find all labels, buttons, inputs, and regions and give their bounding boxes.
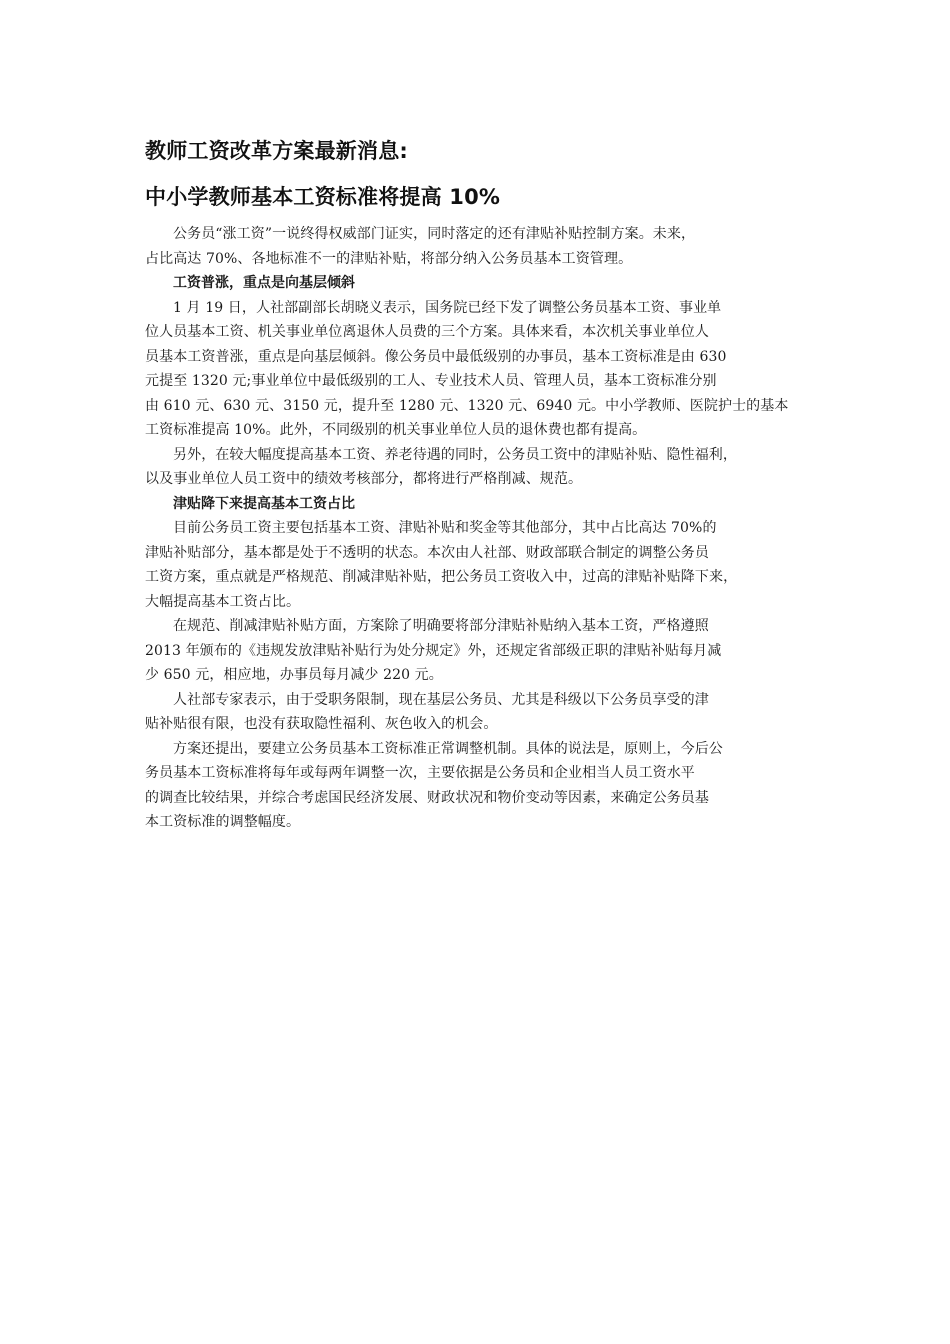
text-line: 员基本工资普涨，重点是向基层倾斜。像公务员中最低级别的办事员，基本工资标准是由 630 xyxy=(145,348,727,365)
section2-paragraph-4 xyxy=(145,737,815,835)
text-line: 2013 年颁布的《违规发放津贴补贴行为处分规定》外，还规定省部级正职的津贴补贴每月减 xyxy=(145,642,722,659)
text-line: 另外，在较大幅度提高基本工资、养老待遇的同时，公务员工资中的津贴补贴、隐性福利， xyxy=(173,446,737,463)
document-page xyxy=(145,133,815,835)
text-line: 贴补贴很有限，也没有获取隐性福利、灰色收入的机会。 xyxy=(145,716,498,732)
text-line: 公务员“涨工资”一说终得权威部门证实，同时落定的还有津贴补贴控制方案。未来， xyxy=(173,226,696,242)
text-line: 的调查比较结果，并综合考虑国民经济发展、财政状况和物价变动等因素，来确定公务员基 xyxy=(145,789,709,806)
intro-paragraph xyxy=(145,222,815,271)
text-line: 工资标准提高 10%。此外，不同级别的机关事业单位人员的退休费也都有提高。 xyxy=(145,422,647,438)
document-title-line2: 中小学教师基本工资标准将提高 10% xyxy=(145,185,501,209)
section2-paragraph-1 xyxy=(145,516,815,614)
text-line: 目前公务员工资主要包括基本工资、津贴补贴和奖金等其他部分，其中占比高达 70%的 xyxy=(173,520,717,536)
text-line: 方案还提出，要建立公务员基本工资标准正常调整机制。具体的说法是，原则上，今后公 xyxy=(173,740,723,757)
text-line: 人社部专家表示，由于受职务限制，现在基层公务员、尤其是科级以下公务员享受的津 xyxy=(173,691,709,708)
section1-paragraph-1 xyxy=(145,296,815,443)
section2-heading: 津贴降下来提高基本工资占比 xyxy=(173,495,355,512)
text-line: 以及事业单位人员工资中的绩效考核部分，都将进行严格削减、规范。 xyxy=(145,471,583,487)
section1-paragraph-2 xyxy=(145,443,815,492)
text-line: 在规范、削减津贴补贴方面，方案除了明确要将部分津贴补贴纳入基本工资，严格遵照 xyxy=(173,618,709,634)
section2-paragraph-2 xyxy=(145,614,815,688)
text-line: 位人员基本工资、机关事业单位离退休人员费的三个方案。具体来看，本次机关事业单位人 xyxy=(145,324,709,340)
section1-heading: 工资普涨，重点是向基层倾斜 xyxy=(173,275,355,291)
text-line: 大幅提高基本工资占比。 xyxy=(145,593,301,610)
text-line: 由 610 元、630 元、3150 元，提升至 1280 元、1320 元、6940 元。中小学教师、医院护士的基本 xyxy=(145,397,789,414)
text-line: 津贴补贴部分，基本都是处于不透明的状态。本次由人社部、财政部联合制定的调整公务员 xyxy=(145,544,709,561)
text-line: 工资方案，重点就是严格规范、削减津贴补贴，把公务员工资收入中，过高的津贴补贴降下来， xyxy=(145,569,738,585)
text-line: 务员基本工资标准将每年或每两年调整一次，主要依据是公务员和企业相当人员工资水平 xyxy=(145,765,695,781)
text-line: 占比高达 70%、各地标准不一的津贴补贴，将部分纳入公务员基本工资管理。 xyxy=(145,250,633,267)
text-line: 本工资标准的调整幅度。 xyxy=(145,814,301,830)
section2-paragraph-3 xyxy=(145,688,815,737)
text-line: 少 650 元，相应地，办事员每月减少 220 元。 xyxy=(145,667,443,683)
text-line: 元提至 1320 元;事业单位中最低级别的工人、专业技术人员、管理人员，基本工资标准分别 xyxy=(145,373,717,389)
document-title-line1: 教师工资改革方案最新消息: xyxy=(145,139,408,163)
text-line: 1 月 19 日，人社部副部长胡晓义表示，国务院已经下发了调整公务员基本工资、事业单 xyxy=(173,299,722,316)
